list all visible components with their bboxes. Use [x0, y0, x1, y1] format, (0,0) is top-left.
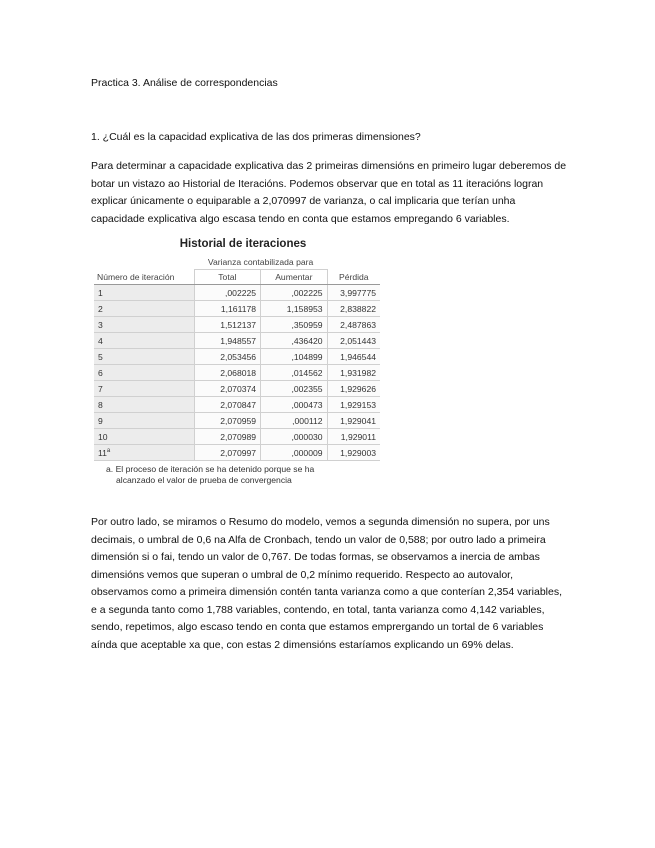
cell-aumentar-value: ,002225 [291, 287, 323, 298]
cell-total [194, 381, 260, 397]
table-body [94, 285, 380, 461]
cell-perdida-value: 1,929153 [340, 399, 376, 410]
cell-aumentar [261, 285, 327, 301]
table-title: Historial de iteraciones [179, 238, 307, 250]
iteration-table [94, 255, 380, 461]
cell-iteration [94, 365, 194, 381]
cell-perdida-value: 3,997775 [340, 287, 376, 298]
cell-aumentar [261, 333, 327, 349]
cell-perdida [327, 365, 380, 381]
cell-total [194, 445, 260, 461]
span-header: Varianza contabilizada para [194, 255, 327, 270]
cell-total-value: 2,070959 [220, 415, 257, 426]
col-perdida-header: Pérdida [327, 270, 380, 285]
cell-iteration-value: 2 [98, 303, 103, 314]
table-row [94, 429, 380, 445]
cell-aumentar-value: ,000009 [291, 447, 323, 458]
cell-aumentar [261, 445, 327, 461]
cell-perdida [327, 445, 380, 461]
cell-total [194, 317, 260, 333]
cell-total [194, 397, 260, 413]
table-row [94, 445, 380, 461]
table-row [94, 413, 380, 429]
cell-perdida [327, 301, 380, 317]
cell-iteration [94, 301, 194, 317]
footnote-label: a. [106, 464, 114, 474]
table-row [94, 381, 380, 397]
cell-iteration-value: 4 [98, 335, 103, 346]
cell-total-value: 2,070997 [220, 447, 257, 458]
table-footnote [94, 464, 366, 486]
cell-iteration [94, 349, 194, 365]
cell-iteration-value: 1 [98, 287, 103, 298]
cell-iteration [94, 445, 194, 461]
col-iteration-header: Número de iteración [94, 270, 194, 285]
cell-iteration [94, 317, 194, 333]
footnote-marker: a [106, 447, 111, 454]
cell-perdida [327, 397, 380, 413]
cell-aumentar-value: ,014562 [291, 367, 323, 378]
cell-perdida [327, 413, 380, 429]
cell-perdida-value: 2,838822 [340, 303, 376, 314]
cell-total [194, 301, 260, 317]
paragraph-iterations: Para determinar a capacidade explicativa das 2 primeiras dimensións en primeiro lugar deberemos de botar un vistazo ao Historial de Iteracións. Podemos observar que en total as 11 iteracións logran explicar únicamente o equiparable a 2,070997 de varianza, o cal implicaria que terían unha capacidade explicativa algo escasa tendo en conta que estamos empregando 6 variables. [91, 160, 567, 225]
cell-perdida-value: 1,929041 [340, 415, 376, 426]
col-total-header: Total [194, 270, 260, 285]
cell-aumentar-value: ,350959 [291, 319, 323, 330]
cell-total-value: 2,070374 [220, 383, 257, 394]
cell-iteration-value: 9 [98, 415, 103, 426]
cell-iteration-value: 10 [98, 431, 108, 442]
cell-aumentar [261, 381, 327, 397]
cell-perdida-value: 1,929626 [340, 383, 376, 394]
cell-iteration-value: 5 [98, 351, 103, 362]
cell-aumentar-value: ,436420 [291, 335, 323, 346]
cell-perdida [327, 429, 380, 445]
cell-total-value: 1,512137 [220, 319, 257, 330]
table-row [94, 349, 380, 365]
cell-aumentar [261, 301, 327, 317]
cell-iteration [94, 413, 194, 429]
cell-aumentar-value: ,000030 [291, 431, 323, 442]
cell-aumentar [261, 365, 327, 381]
page-title: Practica 3. Análise de correspondencias [91, 77, 278, 89]
cell-perdida-value: 1,931982 [340, 367, 376, 378]
footnote-text-2: alcanzado el valor de prueba de convergencia [116, 475, 292, 485]
cell-iteration-value: 6 [98, 367, 103, 378]
cell-aumentar-value: ,000112 [292, 415, 323, 426]
cell-aumentar [261, 317, 327, 333]
cell-iteration-value: 3 [98, 319, 103, 330]
cell-total [194, 413, 260, 429]
cell-perdida-value: 2,051443 [340, 335, 376, 346]
cell-total [194, 365, 260, 381]
cell-aumentar [261, 349, 327, 365]
cell-perdida-value: 2,487863 [340, 319, 376, 330]
cell-perdida [327, 381, 380, 397]
cell-iteration [94, 429, 194, 445]
cell-total [194, 285, 260, 301]
cell-iteration-value: 11 [98, 447, 107, 458]
cell-total-value: 2,053456 [220, 351, 257, 362]
cell-perdida-value: 1,929011 [340, 431, 376, 442]
cell-total-value: 1,948557 [220, 335, 257, 346]
cell-aumentar-value: 1,158953 [286, 303, 323, 314]
question-heading: 1. ¿Cuál es la capacidad explicativa de las dos primeras dimensiones? [91, 131, 421, 143]
cell-total-value: 2,070989 [220, 431, 257, 442]
cell-iteration-value: 7 [98, 383, 103, 394]
cell-aumentar [261, 413, 327, 429]
cell-iteration-value: 8 [98, 399, 103, 410]
cell-iteration [94, 285, 194, 301]
cell-perdida-value: 1,946544 [340, 351, 376, 362]
cell-perdida [327, 317, 380, 333]
cell-aumentar-value: ,002355 [291, 383, 323, 394]
cell-total [194, 429, 260, 445]
table-row [94, 301, 380, 317]
cell-total-value: 2,068018 [220, 367, 257, 378]
iteration-history-table [94, 238, 384, 486]
table-row [94, 285, 380, 301]
cell-aumentar-value: ,104899 [291, 351, 323, 362]
cell-iteration [94, 381, 194, 397]
footnote-text: El proceso de iteración se ha detenido porque se ha [115, 464, 315, 474]
cell-total-value: 2,070847 [220, 399, 257, 410]
table-row [94, 333, 380, 349]
cell-total [194, 349, 260, 365]
cell-aumentar [261, 429, 327, 445]
cell-perdida [327, 349, 380, 365]
cell-perdida [327, 333, 380, 349]
cell-perdida-value: 1,929003 [340, 447, 376, 458]
cell-iteration [94, 397, 194, 413]
col-aumentar-header: Aumentar [261, 270, 327, 285]
table-row [94, 397, 380, 413]
table-row [94, 365, 380, 381]
table-row [94, 317, 380, 333]
cell-total-value: 1,161178 [220, 303, 257, 314]
cell-aumentar [261, 397, 327, 413]
cell-total-value: ,002225 [225, 287, 257, 298]
paragraph-model-summary: Por outro lado, se miramos o Resumo do modelo, vemos a segunda dimensión no supera, por uns decimais, o umbral de 0,6 na Alfa de Cronbach, tendo un valor de 0,588; por outro lado a primeira dimensión si o fai, tendo un valor de 0,767. De todas formas, se observamos a inercia de ambas dimensións vemos que superan o umbral de 0,2 mínimo requerido. Respecto ao autovalor, observamos como a primeira dimensión contén tanta varianza como a que conterían 2,354 variables, e a segunda tanto como 1,788 variables, contendo, en total, tanta varianza como 4,142 variables, sendo, repetimos, algo escaso tendo en conta que estamos emprergando un tortal de 6 variables aínda que aceptable xa que, con estas 2 dimensións estaríamos explicando un 69% delas. [91, 516, 563, 651]
cell-aumentar-value: ,000473 [291, 399, 323, 410]
cell-iteration [94, 333, 194, 349]
cell-perdida [327, 285, 380, 301]
cell-total [194, 333, 260, 349]
